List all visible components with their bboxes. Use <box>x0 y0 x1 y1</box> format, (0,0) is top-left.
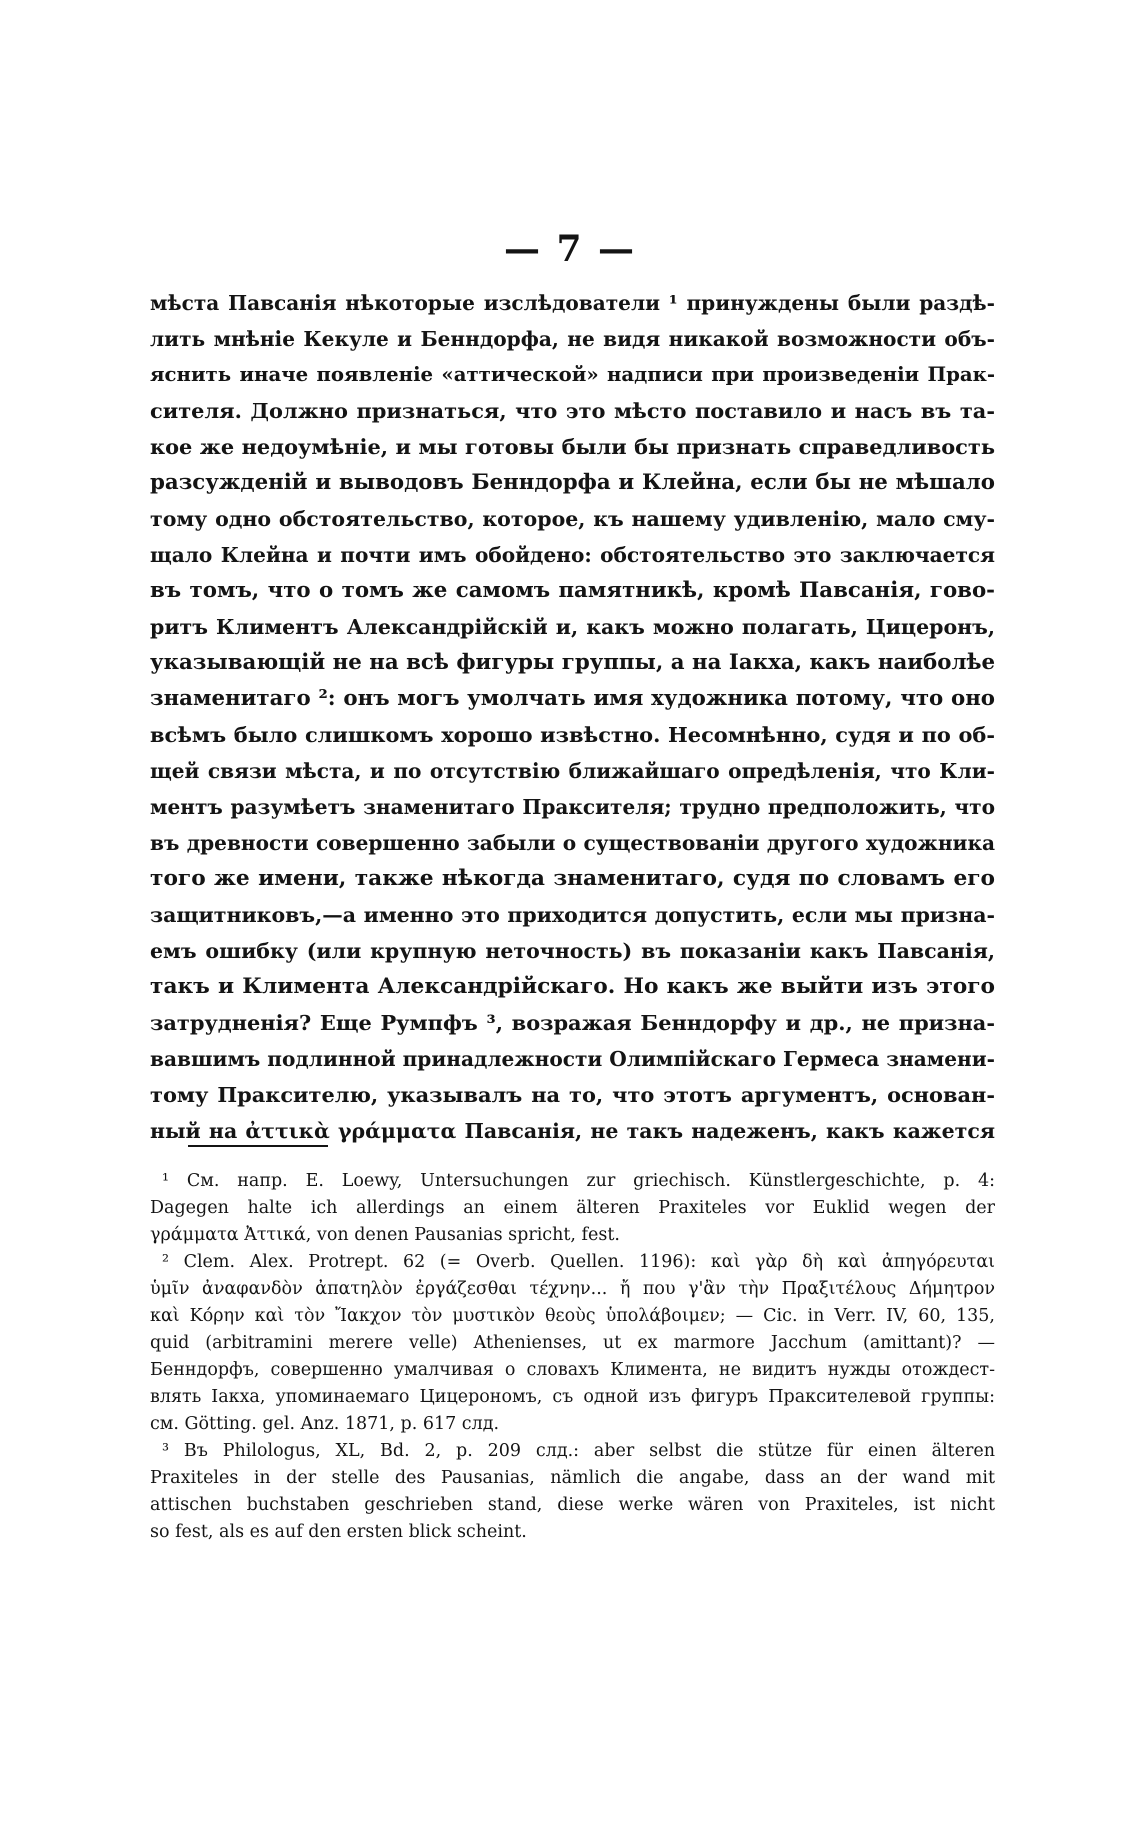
text-line: такъ и Климента Александрійскаго. Но какъ же выйти изъ этого <box>150 974 995 999</box>
footnote-line: ² Clem. Alex. Protrept. 62 (= Overb. Quellen. 1196): καὶ γὰρ δὴ καὶ ἀπηγόρευται <box>162 1252 995 1272</box>
footnote-line: Бенндорфъ, совершенно умалчивая о словахъ Климента, не видитъ нужды отождест- <box>150 1360 995 1380</box>
footnote-line: ¹ См. напр. E. Loewy, Untersuchungen zur griechisch. Künstlergeschichte, p. 4: <box>162 1171 995 1191</box>
footnote-line: attischen buchstaben geschrieben stand, diese werke wären von Praxiteles, ist nicht <box>150 1495 995 1515</box>
footnote-line: см. Götting. gel. Anz. 1871, p. 617 слд. <box>150 1414 500 1434</box>
text-line: щей связи мѣста, и по отсутствію ближайшаго опредѣленія, что Кли- <box>150 759 995 783</box>
text-line: мѣста Павсанія нѣкоторые изслѣдователи ¹ принуждены были раздѣ- <box>150 291 995 315</box>
text-line: щало Клейна и почти имъ обойдено: обстоятельство это заключается <box>150 543 995 567</box>
text-line: въ томъ, что о томъ же самомъ памятникѣ, кромѣ Павсанія, гово- <box>150 578 995 603</box>
page-number: — 7 — <box>503 228 637 270</box>
text-line: ментъ разумѣетъ знаменитаго Праксителя; трудно предположить, что <box>150 795 995 819</box>
text-line: ный на ἀττικὰ γράμματα Павсанія, не такъ надеженъ, какъ кажется <box>150 1119 995 1143</box>
footnote-line: so fest, als es auf den ersten blick scheint. <box>150 1522 527 1542</box>
footnote-line: quid (arbitramini merere velle) Athenienses, ut ex marmore Jacchum (amittant)? — <box>150 1333 995 1353</box>
text-line: лить мнѣніе Кекуле и Бенндорфа, не видя никакой возможности объ- <box>150 327 995 351</box>
text-line: того же имени, также нѣкогда знаменитаго, судя по словамъ его <box>150 866 995 891</box>
footnote-divider <box>188 1145 328 1147</box>
text-line: всѣмъ было слишкомъ хорошо извѣстно. Несомнѣнно, судя и по об- <box>150 722 995 747</box>
text-line: тому одно обстоятельство, которое, къ нашему удивленію, мало сму- <box>150 507 995 531</box>
text-line: сителя. Должно признаться, что это мѣсто поставило и насъ въ та- <box>150 398 995 423</box>
text-line: яснить иначе появленіе «аттической» надписи при произведеніи Прак- <box>150 363 995 386</box>
footnote-line: Praxiteles in der stelle des Pausanias, nämlich die angabe, dass an der wand mit <box>150 1468 995 1488</box>
main-text <box>150 285 995 1149</box>
text-line: емъ ошибку (или крупную неточность) въ показаніи какъ Павсанія, <box>150 939 995 963</box>
text-line: въ древности совершенно забыли о существованіи другого художника <box>150 831 995 855</box>
text-line: указывающій не на всѣ фигуры группы, а на Іакха, какъ наиболѣе <box>150 650 995 675</box>
footnotes <box>150 1168 995 1546</box>
text-line: ритъ Климентъ Александрійскій и, какъ можно полагать, Цицеронъ, <box>150 615 995 639</box>
footnote-line: Dagegen halte ich allerdings an einem älteren Praxiteles vor Euklid wegen der <box>150 1198 995 1218</box>
text-line: разсужденій и выводовъ Бенндорфа и Клейна, если бы не мѣшало <box>150 470 995 495</box>
footnote-line: καὶ Κόρην καὶ τὸν Ἴακχον τὸν μυστικὸν θεοὺς ὑπολάβοιμεν; — Cic. in Verr. IV, 60, 135, <box>150 1306 995 1326</box>
footnote-line: γράμματα Ἀττικά, von denen Pausanias spricht, fest. <box>150 1225 620 1245</box>
text-line: вавшимъ подлинной принадлежности Олимпійскаго Гермеса знамени- <box>150 1047 995 1071</box>
footnote-line: влять Іакха, упоминаемаго Цицерономъ, съ одной изъ фигуръ Праксителевой группы: <box>150 1387 995 1407</box>
footnote-line: ὑμῖν ἀναφανδὸν ἀπατηλὸν ἐργάζεσθαι τέχνην... ἤ που γ'ἂν τὴν Πραξιτέλους Δήμητρον <box>150 1279 995 1299</box>
text-line: затрудненія? Еще Румпфъ ³, возражая Бенндорфу и др., не призна- <box>150 1010 995 1035</box>
text-line: кое же недоумѣніе, и мы готовы были бы признать справедливость <box>150 434 995 459</box>
text-line: знаменитаго ²: онъ могъ умолчать имя художника потому, что оно <box>150 686 995 711</box>
footnote-line: ³ Въ Philologus, XL, Bd. 2, p. 209 слд.: aber selbst die stütze für einen älteren <box>162 1441 995 1461</box>
text-line: защитниковъ,—а именно это приходится допустить, если мы призна- <box>150 903 995 927</box>
text-line: тому Праксителю, указывалъ на то, что этотъ аргументъ, основан- <box>150 1082 995 1107</box>
